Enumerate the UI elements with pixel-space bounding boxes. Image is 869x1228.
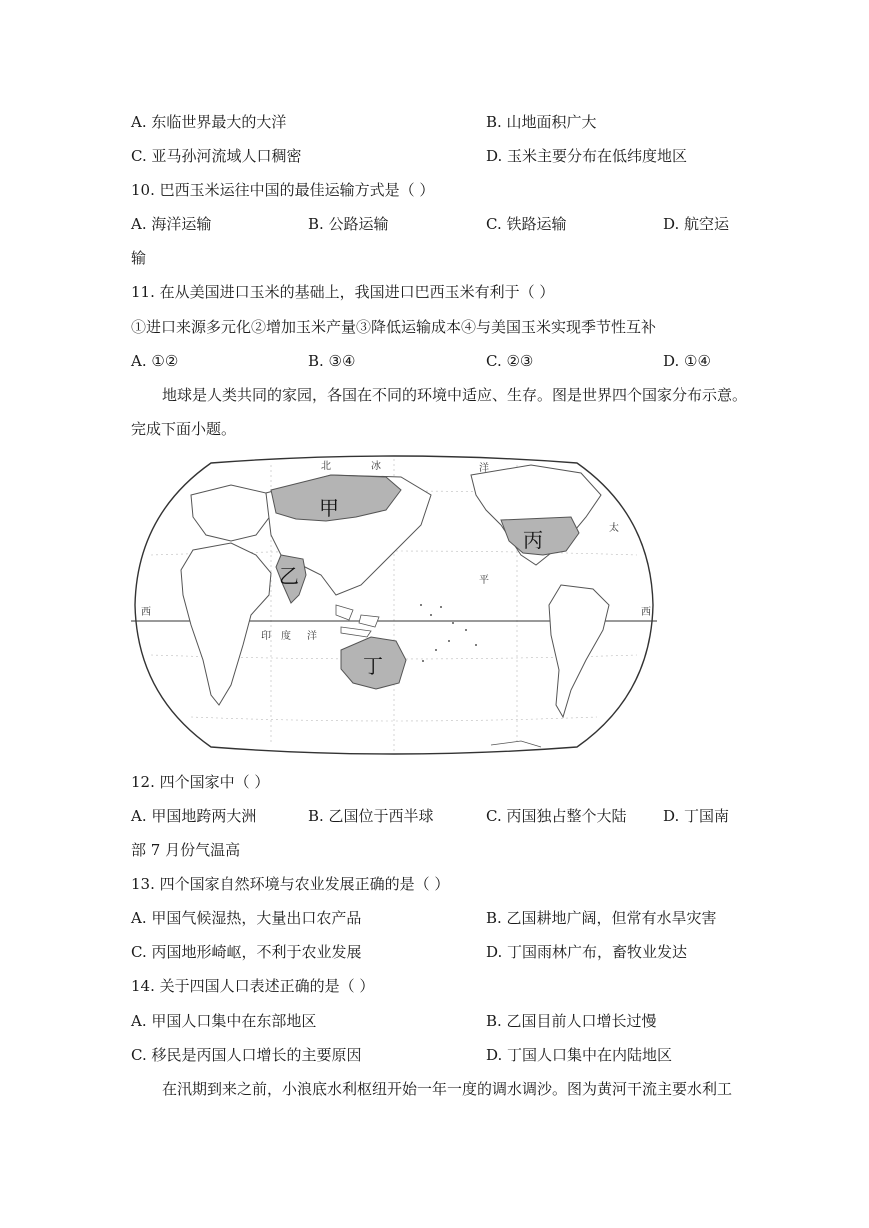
ocean-label-du: 度 bbox=[281, 631, 291, 642]
q12-option-d: D. 丁国南 bbox=[663, 807, 730, 825]
q11-items: ①进口来源多元化②增加玉米产量③降低运输成本④与美国玉米实现季节性互补 bbox=[131, 318, 657, 336]
label-jia: 甲 bbox=[319, 496, 339, 520]
q9-option-a: A. 东临世界最大的大洋 bbox=[131, 113, 287, 131]
q14-option-c: C. 移民是丙国人口增长的主要原因 bbox=[131, 1046, 362, 1064]
ocean-label-yang2: 洋 bbox=[307, 631, 317, 642]
q9-option-c: C. 亚马孙河流域人口稠密 bbox=[131, 147, 302, 165]
q9-option-d: D. 玉米主要分布在低纬度地区 bbox=[486, 147, 688, 165]
intro-paragraph-3-line1: 在汛期到来之前，小浪底水利枢纽开始一年一度的调水调沙。图为黄河干流主要水利工 bbox=[162, 1080, 733, 1098]
ocean-label-xi-left: 西 bbox=[141, 607, 151, 618]
q14-option-d: D. 丁国人口集中在内陆地区 bbox=[486, 1046, 673, 1064]
q11-option-d: D. ①④ bbox=[663, 352, 711, 370]
q11-stem: 11. 在从美国进口玉米的基础上，我国进口巴西玉米有利于（ ） bbox=[131, 283, 555, 301]
q10-option-b: B. 公路运输 bbox=[308, 215, 389, 233]
q11-option-b: B. ③④ bbox=[308, 352, 356, 370]
ocean-label-bei: 北 bbox=[321, 461, 331, 472]
q12-option-b: B. 乙国位于西半球 bbox=[308, 807, 434, 825]
world-map-svg bbox=[131, 455, 657, 755]
q13-option-b: B. 乙国耕地广阔，但常有水旱灾害 bbox=[486, 909, 717, 927]
q12-option-d-continued: 部 7 月份气温高 bbox=[131, 841, 241, 859]
label-bing: 丙 bbox=[523, 528, 543, 552]
ocean-label-yang1: 洋 bbox=[479, 463, 489, 474]
ocean-label-xi-right: 西 bbox=[641, 607, 651, 618]
q12-option-c: C. 丙国独占整个大陆 bbox=[486, 807, 627, 825]
ocean-label-tai: 太 bbox=[609, 523, 619, 534]
q12-stem: 12. 四个国家中（ ） bbox=[131, 773, 270, 791]
q11-option-c: C. ②③ bbox=[486, 352, 534, 370]
q10-option-a: A. 海洋运输 bbox=[131, 215, 212, 233]
q10-option-c: C. 铁路运输 bbox=[486, 215, 567, 233]
q13-stem: 13. 四个国家自然环境与农业发展正确的是（ ） bbox=[131, 875, 450, 893]
q10-stem: 10. 巴西玉米运往中国的最佳运输方式是（ ） bbox=[131, 181, 435, 199]
intro-paragraph-line1: 地球是人类共同的家园，各国在不同的环境中适应、生存。图是世界四个国家分布示意。 bbox=[162, 386, 748, 404]
q14-option-b: B. 乙国目前人口增长过慢 bbox=[486, 1012, 657, 1030]
q11-option-a: A. ①② bbox=[131, 352, 179, 370]
ocean-label-ping: 平 bbox=[479, 575, 489, 586]
intro-paragraph-line2: 完成下面小题。 bbox=[131, 420, 237, 438]
label-yi: 乙 bbox=[279, 564, 299, 588]
q12-option-a: A. 甲国地跨两大洲 bbox=[131, 807, 257, 825]
q13-option-d: D. 丁国雨林广布，畜牧业发达 bbox=[486, 943, 688, 961]
q14-option-a: A. 甲国人口集中在东部地区 bbox=[131, 1012, 317, 1030]
q10-option-d-continued: 输 bbox=[131, 249, 147, 267]
world-map-figure bbox=[131, 455, 657, 755]
ocean-label-bing: 冰 bbox=[371, 461, 381, 472]
q10-option-d: D. 航空运 bbox=[663, 215, 730, 233]
ocean-label-yin: 印 bbox=[261, 631, 271, 642]
q14-stem: 14. 关于四国人口表述正确的是（ ） bbox=[131, 977, 375, 995]
q9-option-b: B. 山地面积广大 bbox=[486, 113, 597, 131]
label-ding: 丁 bbox=[363, 654, 383, 678]
q13-option-a: A. 甲国气候湿热，大量出口农产品 bbox=[131, 909, 362, 927]
q13-option-c: C. 丙国地形崎岖，不利于农业发展 bbox=[131, 943, 362, 961]
